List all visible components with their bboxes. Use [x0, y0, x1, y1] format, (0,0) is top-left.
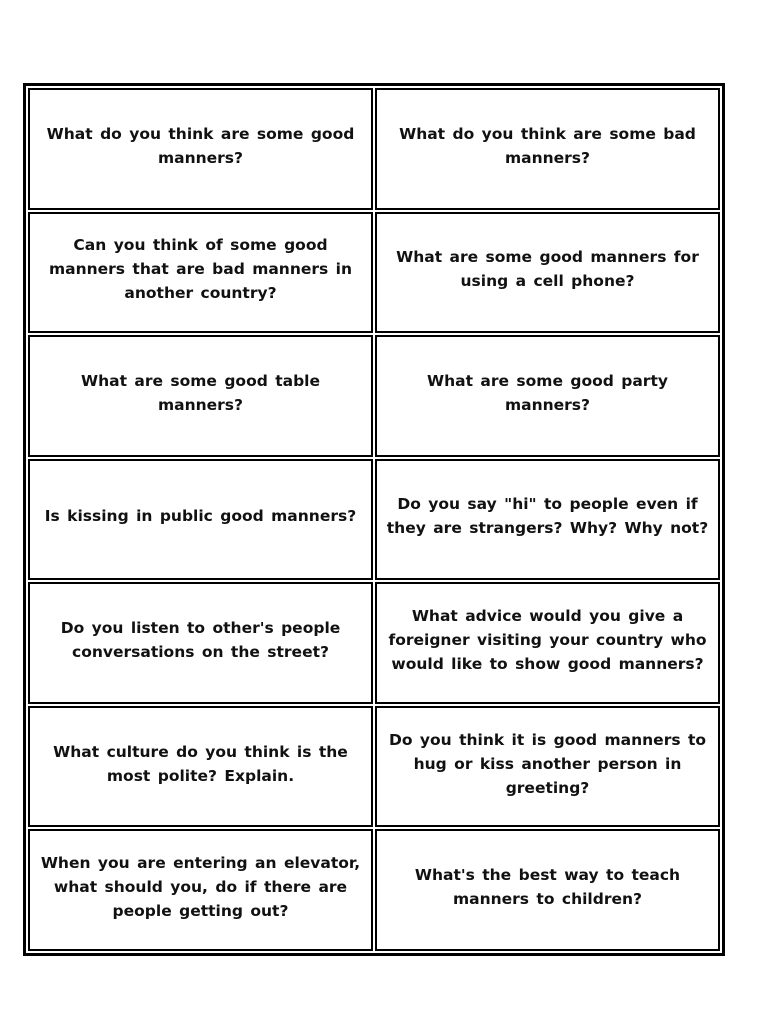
question-card [28, 335, 373, 457]
question-card [375, 335, 720, 457]
question-card [375, 88, 720, 210]
question-card [28, 706, 373, 828]
question-text: What's the best way to teach manners to children? [414, 866, 681, 909]
question-text: Can you think of some good manners that are bad manners in another country? [48, 236, 353, 303]
question-text: What advice would you give a foreigner visiting your country who would like to show good manners? [388, 607, 707, 674]
question-text: Do you say "hi" to people even if they are strangers? Why? Why not? [386, 495, 709, 538]
question-card [375, 582, 720, 704]
question-text: What are some good table manners? [80, 371, 321, 414]
question-card [28, 459, 373, 581]
question-card [375, 459, 720, 581]
question-text: What culture do you think is the most polite? Explain. [53, 742, 348, 785]
question-text: What do you think are some good manners? [46, 124, 355, 167]
question-text: Is kissing in public good manners? [44, 507, 357, 526]
question-card [28, 582, 373, 704]
question-card [28, 88, 373, 210]
question-card [28, 212, 373, 334]
question-text: What are some good manners for using a cell phone? [396, 248, 699, 291]
question-card [375, 212, 720, 334]
question-card-sheet [23, 83, 725, 956]
question-text: Do you think it is good manners to hug or kiss another person in greeting? [388, 730, 707, 797]
question-card [28, 829, 373, 951]
question-card [375, 829, 720, 951]
question-text: What are some good party manners? [427, 371, 668, 414]
question-text: Do you listen to other's people conversations on the street? [60, 619, 341, 662]
question-text: When you are entering an elevator, what should you, do if there are people getting out? [40, 854, 361, 921]
question-card [375, 706, 720, 828]
question-text: What do you think are some bad manners? [399, 124, 696, 167]
